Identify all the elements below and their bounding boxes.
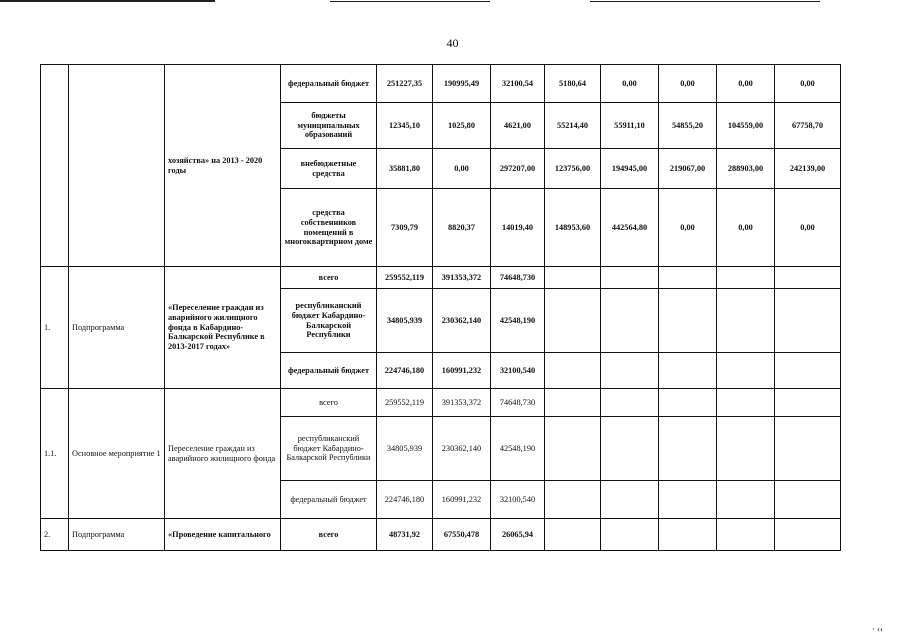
value-cell: 123756,00 [545,149,601,189]
value-cell [545,417,601,481]
value-cell [545,267,601,289]
value-cell: 219067,00 [659,149,717,189]
row-program-name: «Проведение капитального [165,519,281,551]
value-cell: 148953,60 [545,189,601,267]
value-cell: 0,00 [717,65,775,103]
scan-edge-middle [330,1,490,2]
page-number: 40 [446,36,459,50]
budget-table [40,64,841,551]
value-cell: 391353,372 [433,267,491,289]
scan-edge-right [590,1,820,2]
funding-source: бюджеты муниципальных образований [281,103,377,149]
funding-source: республиканский бюджет Кабардино-Балкарской Республики [281,289,377,353]
table-row [41,519,841,551]
value-cell: 160991,232 [433,353,491,389]
value-cell: 32100,54 [491,65,545,103]
value-cell [717,289,775,353]
table-row [41,267,841,289]
funding-source: федеральный бюджет [281,353,377,389]
value-cell: 74648,730 [491,389,545,417]
value-cell: 12345,10 [377,103,433,149]
value-cell: 32100,540 [491,481,545,519]
value-cell [659,267,717,289]
corner-marks: · ‹‹ [871,624,883,634]
value-cell [717,267,775,289]
value-cell [717,519,775,551]
value-cell: 7309,79 [377,189,433,267]
row-status: Основное мероприятие 1 [69,389,165,519]
value-cell [601,289,659,353]
value-cell: 14019,40 [491,189,545,267]
value-cell: 0,00 [659,65,717,103]
value-cell [659,389,717,417]
value-cell [545,481,601,519]
value-cell: 55214,40 [545,103,601,149]
funding-source: всего [281,389,377,417]
value-cell: 224746,180 [377,353,433,389]
value-cell: 26065,94 [491,519,545,551]
value-cell: 391353,372 [433,389,491,417]
value-cell: 0,00 [775,65,841,103]
value-cell: 1025,80 [433,103,491,149]
value-cell: 297207,00 [491,149,545,189]
value-cell [717,481,775,519]
value-cell [775,289,841,353]
value-cell [545,389,601,417]
value-cell: 34805,939 [377,417,433,481]
row-status: Подпрограмма [69,267,165,389]
funding-source: федеральный бюджет [281,65,377,103]
value-cell [545,519,601,551]
value-cell: 190995,49 [433,65,491,103]
value-cell: 224746,180 [377,481,433,519]
row-status [69,65,165,267]
value-cell: 104559,00 [717,103,775,149]
value-cell [601,353,659,389]
value-cell [659,519,717,551]
value-cell: 67550,478 [433,519,491,551]
value-cell: 288903,00 [717,149,775,189]
value-cell: 34805,939 [377,289,433,353]
value-cell [659,481,717,519]
value-cell: 259552,119 [377,267,433,289]
value-cell [659,353,717,389]
row-program-name: Переселение граждан из аварийного жилищного фонда [165,389,281,519]
value-cell [775,519,841,551]
value-cell [545,353,601,389]
row-index: 1. [41,267,69,389]
value-cell: 55911,10 [601,103,659,149]
value-cell: 0,00 [717,189,775,267]
value-cell [775,417,841,481]
value-cell [717,417,775,481]
funding-source: федеральный бюджет [281,481,377,519]
value-cell: 0,00 [433,149,491,189]
value-cell [601,389,659,417]
value-cell [775,353,841,389]
funding-source: внебюджетные средства [281,149,377,189]
value-cell [545,289,601,353]
row-program-name: хозяйства» на 2013 - 2020 годы [165,65,281,267]
table-row [41,65,841,103]
row-status: Подпрограмма [69,519,165,551]
value-cell [717,353,775,389]
funding-source: всего [281,267,377,289]
row-index: 2. [41,519,69,551]
value-cell: 67758,70 [775,103,841,149]
value-cell: 230362,140 [433,417,491,481]
value-cell [601,481,659,519]
value-cell: 74648,730 [491,267,545,289]
value-cell: 48731,92 [377,519,433,551]
value-cell [601,519,659,551]
value-cell: 5180,64 [545,65,601,103]
value-cell: 42548,190 [491,289,545,353]
row-index: 1.1. [41,389,69,519]
funding-source: республиканский бюджет Кабардино-Балкарской Республики [281,417,377,481]
value-cell: 4621,00 [491,103,545,149]
value-cell: 251227,35 [377,65,433,103]
value-cell [601,267,659,289]
value-cell: 160991,232 [433,481,491,519]
value-cell: 54855,20 [659,103,717,149]
value-cell [659,289,717,353]
value-cell: 230362,140 [433,289,491,353]
funding-source: всего [281,519,377,551]
value-cell: 242139,00 [775,149,841,189]
value-cell [601,417,659,481]
value-cell: 0,00 [601,65,659,103]
value-cell: 35881,80 [377,149,433,189]
value-cell [775,267,841,289]
value-cell: 42548,190 [491,417,545,481]
value-cell: 32100,540 [491,353,545,389]
funding-source: средства собственников помещений в многоквартирном доме [281,189,377,267]
value-cell: 0,00 [775,189,841,267]
value-cell [659,417,717,481]
value-cell: 0,00 [659,189,717,267]
value-cell: 194945,00 [601,149,659,189]
table-row [41,389,841,417]
value-cell: 442564,80 [601,189,659,267]
value-cell [775,481,841,519]
scan-edge-left [0,0,215,2]
value-cell [717,389,775,417]
value-cell: 8820,37 [433,189,491,267]
row-index [41,65,69,267]
row-program-name: «Переселение граждан из аварийного жилищного фонда в Кабардино-Балкарской Республике в 2013-2017 годах» [165,267,281,389]
value-cell [775,389,841,417]
value-cell: 259552,119 [377,389,433,417]
